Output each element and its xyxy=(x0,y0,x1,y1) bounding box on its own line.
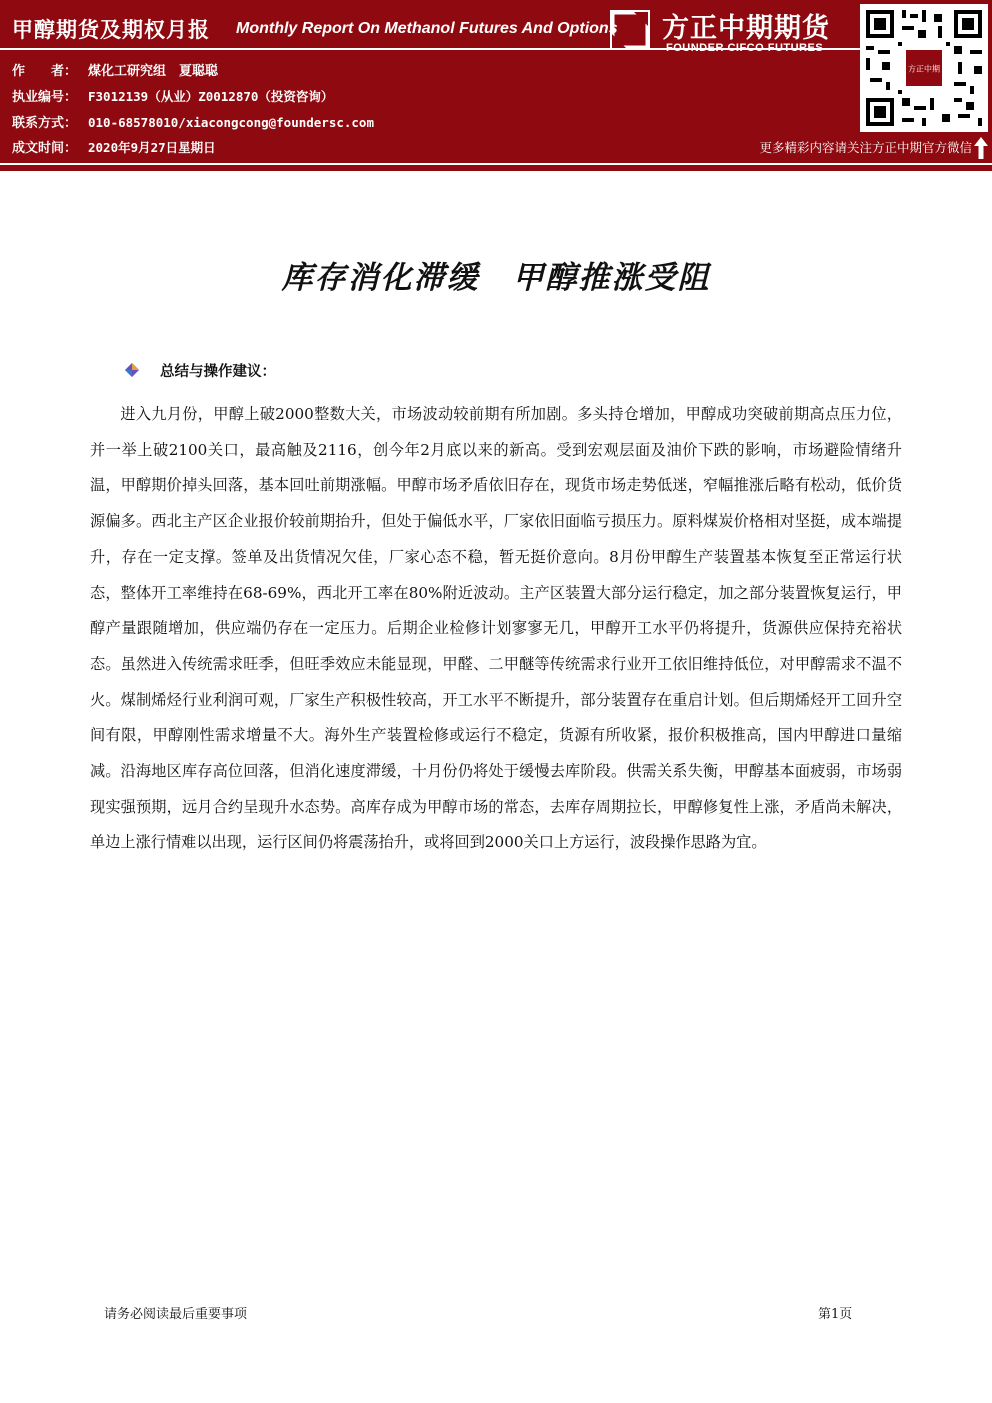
contact-line xyxy=(12,112,374,131)
logo-mark-icon xyxy=(610,10,650,50)
report-header xyxy=(0,0,992,163)
logo-text-en: FOUNDER CIFCO FUTURES xyxy=(666,42,824,54)
contact-label: 联系方式： xyxy=(12,116,78,131)
company-logo xyxy=(610,6,860,58)
contact-value: 010-68578010/xiacongcong@foundersc.com xyxy=(88,115,374,130)
author-value: 煤化工研究组 夏聪聪 xyxy=(88,64,219,79)
author-line xyxy=(12,60,218,79)
qr-code-icon xyxy=(862,6,986,130)
date-value: 2020年9月27日星期日 xyxy=(88,140,216,155)
diamond-bullet-icon xyxy=(124,362,140,378)
header-bottom-rule xyxy=(0,163,992,171)
logo-text-cn: 方正中期期货 xyxy=(662,13,830,44)
license-line xyxy=(12,86,333,105)
report-main-title: 库存消化滞缓 甲醇推涨受阻 xyxy=(281,260,711,296)
section-heading-text: 总结与操作建议： xyxy=(160,364,276,380)
qr-center-text: 方正中期 xyxy=(908,64,940,74)
footer-rule xyxy=(90,1296,902,1297)
wechat-qr-code[interactable] xyxy=(860,4,988,132)
footer-notice: 请务必阅读最后重要事项 xyxy=(104,1307,248,1322)
date-line xyxy=(12,137,216,156)
report-title-cn: 甲醇期货及期权月报 xyxy=(12,18,210,42)
qr-note: 更多精彩内容请关注方正中期官方微信 xyxy=(759,140,972,155)
date-label: 成文时间： xyxy=(12,141,78,156)
author-label: 作 者： xyxy=(12,64,78,79)
license-label: 执业编号： xyxy=(12,90,78,105)
summary-paragraph: 进入九月份，甲醇上破2000整数大关，市场波动较前期有所加剧。多头持仓增加，甲醇成功突破前期高点压力位，并一举上破2100关口，最高触及2116，创今年2月底以来的新高。受到宏观层面及油价下跌的影响，市场避险情绪升温，甲醇期价掉头回落，基本回吐前期涨幅。甲醇市场矛盾依旧存在，现货市场走势低迷，窄幅推涨后略有松动，低价货源偏多。西北主产区企业报价较前期抬升，但处于偏低水平，厂家依旧面临亏损压力。原料煤炭价格相对坚挺，成本端提升，存在一定支撑。签单及出货情况欠佳，厂家心态不稳，暂无挺价意向。8月份甲醇生产装置基本恢复至正常运行状态，整体开工率维持在68-69%，西北开工率在80%附近波动。主产区装置大部分运行稳定，加之部分装置恢复运行，甲醇产量跟随增加，供应端仍存在一定压力。后期企业检修计划寥寥无几，甲醇开工水平仍将提升，货源供应保持充裕状态。虽然进入传统需求旺季，但旺季效应未能显现，甲醛、二甲醚等传统需求行业开工依旧维持低位，对甲醇需求不温不火。煤制烯烃行业利润可观，厂家生产积极性较高，开工水平不断提升，部分装置存在重启计划。但后期烯烃开工回升空间有限，甲醇刚性需求增量不大。海外生产装置检修或运行不稳定，货源有所收紧，报价积极推高，国内甲醇进口量缩减。沿海地区库存高位回落，但消化速度滞缓，十月份仍将处于缓慢去库阶段。供需关系失衡，甲醇基本面疲弱，市场弱现实强预期，远月合约呈现升水态势。高库存成为甲醇市场的常态，去库存周期拉长，甲醇修复性上涨，矛盾尚未解决，单边上涨行情难以出现，运行区间仍将震荡抬升，或将回到2000关口上方运行，波段操作思路为宜。 xyxy=(90,405,902,852)
page-number: 第1页 xyxy=(818,1307,853,1322)
license-value: F3012139（从业）Z0012870（投资咨询） xyxy=(88,89,334,104)
report-title-en: Monthly Report On Methanol Futures And Options xyxy=(236,20,618,37)
arrow-up-icon xyxy=(973,136,989,160)
